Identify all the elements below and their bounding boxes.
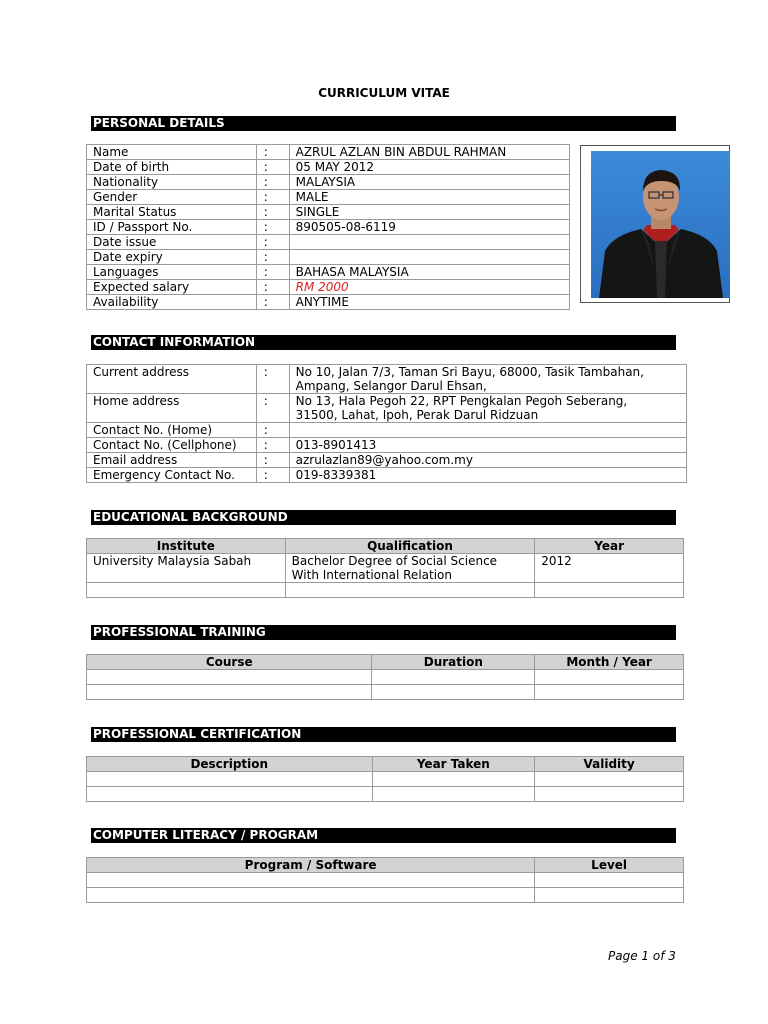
computer-literacy-heading: COMPUTER LITERACY / PROGRAM bbox=[91, 828, 676, 843]
colon: : bbox=[256, 250, 289, 265]
colon: : bbox=[256, 175, 289, 190]
table-row bbox=[87, 295, 570, 310]
certification-table bbox=[86, 756, 684, 802]
colon: : bbox=[256, 160, 289, 175]
colon: : bbox=[256, 265, 289, 280]
column-header: Year bbox=[535, 539, 684, 554]
table-row bbox=[87, 190, 570, 205]
field-value: SINGLE bbox=[289, 205, 569, 220]
table-header-row bbox=[87, 757, 684, 772]
field-value bbox=[289, 394, 686, 423]
colon: : bbox=[256, 394, 289, 423]
personal-details-table bbox=[86, 144, 570, 310]
document-title: CURRICULUM VITAE bbox=[318, 86, 450, 100]
contact-information-heading: CONTACT INFORMATION bbox=[91, 335, 676, 350]
colon: : bbox=[256, 190, 289, 205]
table-row bbox=[87, 583, 684, 598]
portrait-illustration bbox=[591, 151, 730, 298]
column-header: Month / Year bbox=[535, 655, 684, 670]
field-label: Languages bbox=[87, 265, 257, 280]
colon: : bbox=[256, 423, 289, 438]
table-row bbox=[87, 772, 684, 787]
field-label: Nationality bbox=[87, 175, 257, 190]
table-row bbox=[87, 365, 687, 394]
personal-details-heading: PERSONAL DETAILS bbox=[91, 116, 676, 131]
profile-photo-frame bbox=[580, 145, 730, 303]
column-header: Level bbox=[535, 858, 684, 873]
field-label: Email address bbox=[87, 453, 257, 468]
field-value: 013-8901413 bbox=[289, 438, 686, 453]
year-cell: 2012 bbox=[535, 554, 684, 583]
colon: : bbox=[256, 205, 289, 220]
table-row bbox=[87, 438, 687, 453]
institute-cell: University Malaysia Sabah bbox=[87, 554, 286, 583]
colon: : bbox=[256, 295, 289, 310]
table-row bbox=[87, 394, 687, 423]
colon: : bbox=[256, 365, 289, 394]
field-label: Expected salary bbox=[87, 280, 257, 295]
table-row bbox=[87, 220, 570, 235]
page-number: Page 1 of 3 bbox=[608, 949, 676, 963]
colon: : bbox=[256, 468, 289, 483]
field-label: Home address bbox=[87, 394, 257, 423]
colon: : bbox=[256, 220, 289, 235]
field-label: Date issue bbox=[87, 235, 257, 250]
table-header-row bbox=[87, 858, 684, 873]
field-value bbox=[289, 365, 686, 394]
qualification-line: With International Relation bbox=[291, 568, 452, 582]
table-row bbox=[87, 280, 570, 295]
training-heading: PROFESSIONAL TRAINING bbox=[91, 625, 676, 640]
field-value: 05 MAY 2012 bbox=[289, 160, 569, 175]
column-header: Year Taken bbox=[372, 757, 535, 772]
qualification-cell bbox=[285, 554, 535, 583]
table-header-row bbox=[87, 539, 684, 554]
field-value: BAHASA MALAYSIA bbox=[289, 265, 569, 280]
field-value: MALE bbox=[289, 190, 569, 205]
contact-information-table bbox=[86, 364, 687, 483]
address-line: 31500, Lahat, Ipoh, Perak Darul Ridzuan bbox=[295, 408, 539, 422]
field-label: Emergency Contact No. bbox=[87, 468, 257, 483]
field-value bbox=[289, 235, 569, 250]
table-header-row bbox=[87, 655, 684, 670]
field-value: AZRUL AZLAN BIN ABDUL RAHMAN bbox=[289, 145, 569, 160]
field-value: MALAYSIA bbox=[289, 175, 569, 190]
field-label: Current address bbox=[87, 365, 257, 394]
table-row bbox=[87, 468, 687, 483]
colon: : bbox=[256, 438, 289, 453]
column-header: Course bbox=[87, 655, 372, 670]
training-table bbox=[86, 654, 684, 700]
table-row bbox=[87, 670, 684, 685]
table-row bbox=[87, 554, 684, 583]
field-label: Name bbox=[87, 145, 257, 160]
colon: : bbox=[256, 453, 289, 468]
table-row bbox=[87, 205, 570, 220]
table-row bbox=[87, 873, 684, 888]
field-label: Contact No. (Cellphone) bbox=[87, 438, 257, 453]
column-header: Institute bbox=[87, 539, 286, 554]
qualification-line: Bachelor Degree of Social Science bbox=[291, 554, 498, 568]
education-table bbox=[86, 538, 684, 598]
computer-literacy-table bbox=[86, 857, 684, 903]
profile-photo bbox=[591, 151, 730, 298]
column-header: Description bbox=[87, 757, 373, 772]
field-label: Availability bbox=[87, 295, 257, 310]
table-row bbox=[87, 235, 570, 250]
address-line: Ampang, Selangor Darul Ehsan, bbox=[295, 379, 487, 393]
field-label: Contact No. (Home) bbox=[87, 423, 257, 438]
colon: : bbox=[256, 145, 289, 160]
table-row bbox=[87, 250, 570, 265]
table-row bbox=[87, 175, 570, 190]
table-row bbox=[87, 453, 687, 468]
column-header: Program / Software bbox=[87, 858, 535, 873]
field-value: ANYTIME bbox=[289, 295, 569, 310]
table-row bbox=[87, 888, 684, 903]
field-label: ID / Passport No. bbox=[87, 220, 257, 235]
field-value: 019-8339381 bbox=[289, 468, 686, 483]
address-line: No 10, Jalan 7/3, Taman Sri Bayu, 68000, Tasik Tambahan, bbox=[295, 365, 644, 379]
certification-heading: PROFESSIONAL CERTIFICATION bbox=[91, 727, 676, 742]
education-heading: EDUCATIONAL BACKGROUND bbox=[91, 510, 676, 525]
field-value: 890505-08-6119 bbox=[289, 220, 569, 235]
colon: : bbox=[256, 235, 289, 250]
address-line: No 13, Hala Pegoh 22, RPT Pengkalan Pegoh Seberang, bbox=[295, 394, 628, 408]
column-header: Qualification bbox=[285, 539, 535, 554]
field-label: Marital Status bbox=[87, 205, 257, 220]
table-row bbox=[87, 265, 570, 280]
expected-salary-value: RM 2000 bbox=[289, 280, 569, 295]
column-header: Duration bbox=[372, 655, 535, 670]
table-row bbox=[87, 160, 570, 175]
column-header: Validity bbox=[535, 757, 684, 772]
table-row bbox=[87, 145, 570, 160]
field-label: Date of birth bbox=[87, 160, 257, 175]
table-row bbox=[87, 423, 687, 438]
table-row bbox=[87, 685, 684, 700]
field-value bbox=[289, 423, 686, 438]
colon: : bbox=[256, 280, 289, 295]
field-value bbox=[289, 250, 569, 265]
field-label: Date expiry bbox=[87, 250, 257, 265]
field-value: azrulazlan89@yahoo.com.my bbox=[289, 453, 686, 468]
table-row bbox=[87, 787, 684, 802]
field-label: Gender bbox=[87, 190, 257, 205]
